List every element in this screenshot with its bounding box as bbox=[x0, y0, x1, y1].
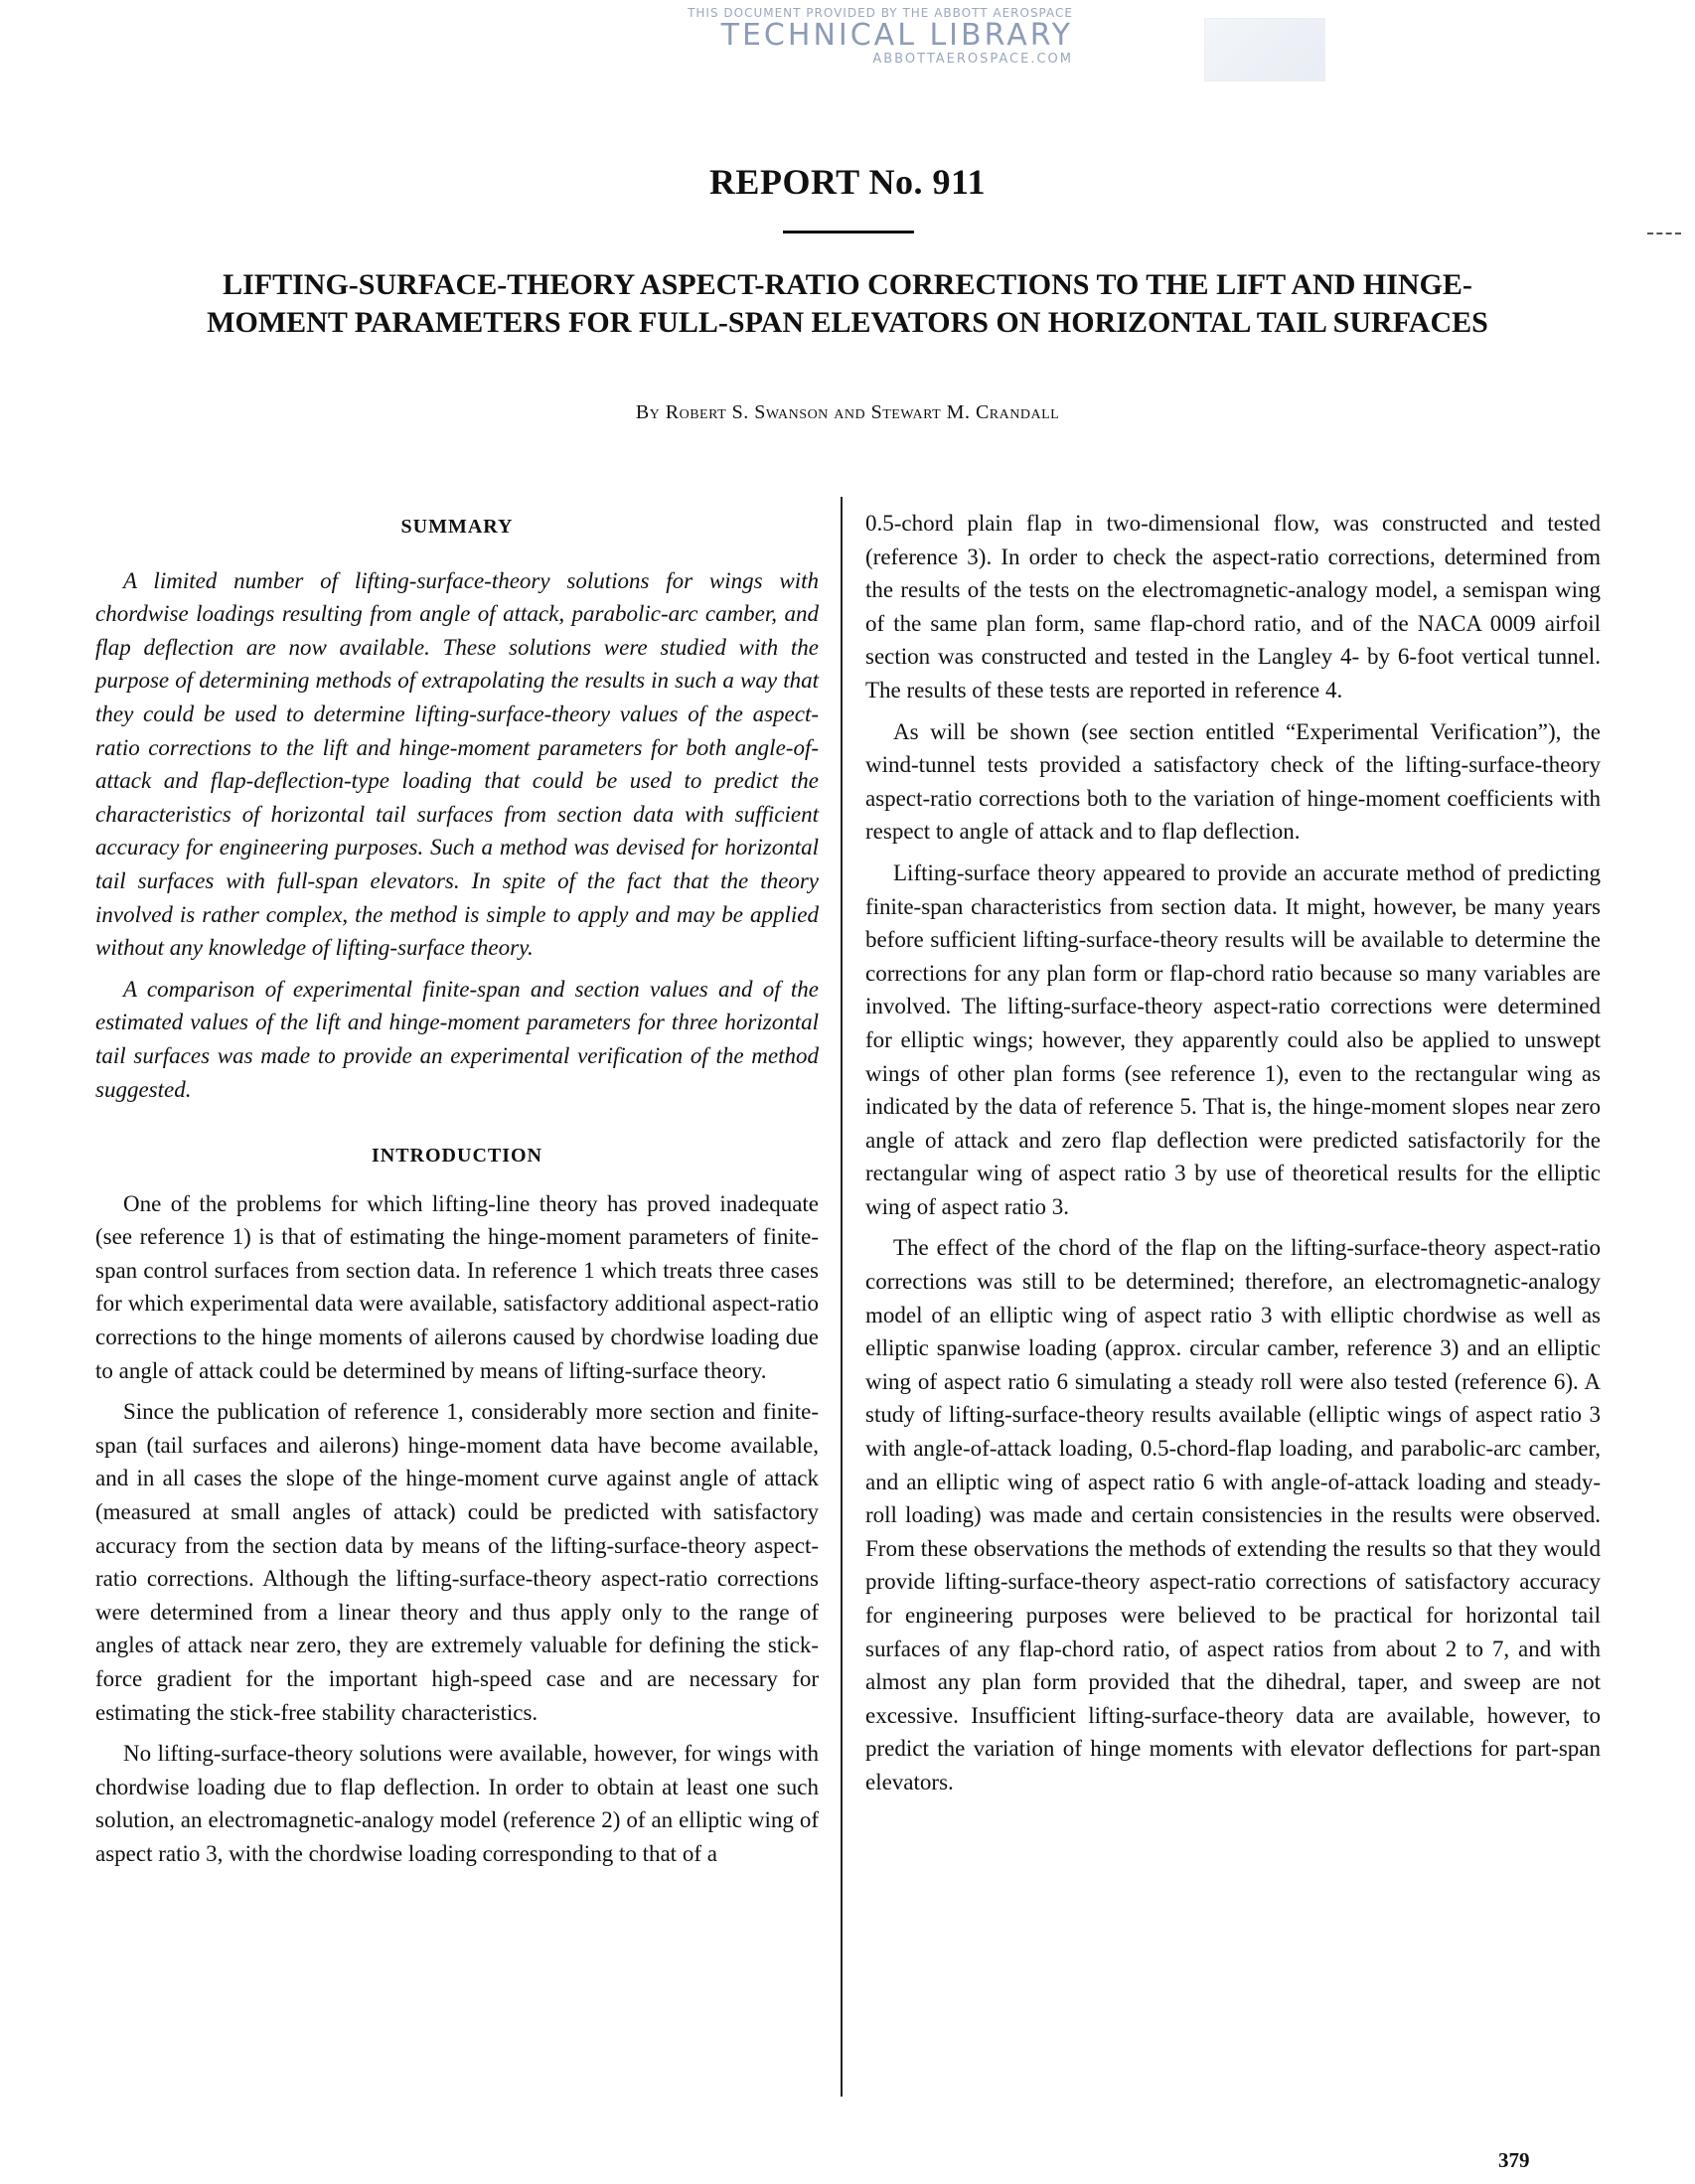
title-rule bbox=[783, 231, 914, 234]
summary-paragraph: A comparison of experimental finite-span and section values and of the estimated values of the lift and hinge-moment parameters for three horizontal tail surfaces was made to provide an experimental verification of the method suggested. bbox=[95, 976, 819, 1102]
authors-byline: By Robert S. Swanson and Stewart M. Crandall bbox=[635, 401, 1060, 423]
margin-mark bbox=[1647, 233, 1681, 235]
column-divider bbox=[841, 497, 843, 2097]
watermark-url: ABBOTTAEROSPACE.COM bbox=[872, 52, 1073, 67]
watermark bbox=[596, 6, 1073, 67]
right-column bbox=[865, 507, 1601, 1807]
left-column bbox=[95, 507, 819, 1879]
page-number: 379 bbox=[1498, 2148, 1530, 2172]
report-title: LIFTING-SURFACE-THEORY ASPECT-RATIO CORRECTIONS TO THE LIFT AND HINGE-MOMENT PARAMETERS FOR FULL-SPAN ELEVATORS ON HORIZONTAL TAIL SURFACES bbox=[207, 268, 1488, 339]
body-paragraph-continued: 0.5-chord plain flap in two-dimensional flow, was constructed and tested (reference 3). In order to check the aspect-ratio corrections, determined from the results of the tests on the electromagnetic-analogy model, a semispan wing of the same plan form, same flap-chord ratio, and of the NACA 0009 airfoil section was constructed and tested in the Langley 4- by 6-foot vertical tunnel. The results of these tests are reported in reference 4. bbox=[865, 511, 1601, 702]
body-paragraph: No lifting-surface-theory solutions were available, however, for wings with chordwise loading due to flap deflection. In order to obtain at least one such solution, an electromagnetic-analogy model (reference 2) of an elliptic wing of aspect ratio 3, with the chordwise loading corresponding to that of a bbox=[95, 1741, 819, 1866]
introduction-heading: INTRODUCTION bbox=[371, 1145, 543, 1168]
watermark-provider: THIS DOCUMENT PROVIDED BY THE ABBOTT AEROSPACE bbox=[688, 6, 1073, 20]
body-paragraph: One of the problems for which lifting-line theory has proved inadequate (see reference 1) is that of estimating the hinge-moment parameters of finite-span control surfaces from section data. In reference 1 which treats three cases for which experimental data were available, satisfactory additional aspect-ratio corrections to the hinge moments of ailerons caused by chordwise loading due to angle of attack could be determined by means of lifting-surface theory. bbox=[95, 1190, 819, 1383]
body-paragraph: Lifting-surface theory appeared to provide an accurate method of predicting finite-span characteristics from section data. It might, however, be many years before sufficient lifting-surface-theory results will be available to determine the corrections for any plan form or flap-chord ratio because so many variables are involved. The lifting-surface-theory aspect-ratio corrections were determined for elliptic wings; however, they apparently could also be applied to unswept wings of other plan forms (see reference 1), even to the rectangular wing as indicated by the data of reference 5. That is, the hinge-moment slopes near zero angle of attack and zero flap deflection were predicted satisfactorily for the rectangular wing of aspect ratio 3 by use of theoretical results for the elliptic wing of aspect ratio 3. bbox=[865, 859, 1601, 1219]
body-paragraph: Since the publication of reference 1, considerably more section and finite-span (tail surfaces and ailerons) hinge-moment data have become available, and in all cases the slope of the hinge-moment curve against angle of attack (measured at small angles of attack) could be predicted with satisfactory accuracy from the section data by means of the lifting-surface-theory aspect-ratio corrections. Although the lifting-surface-theory aspect-ratio corrections were determined from a linear theory and thus apply only to the range of angles of attack near zero, they are extremely valuable for defining the stick-force gradient for the important high-speed case and are necessary for estimating the stick-free stability characteristics. bbox=[95, 1399, 819, 1725]
summary-heading: SUMMARY bbox=[400, 516, 514, 538]
body-paragraph: The effect of the chord of the flap on the lifting-surface-theory aspect-ratio corrections was still to be determined; therefore, an electromagnetic-analogy model of an elliptic wing of aspect ratio 3 with elliptic chordwise as well as elliptic spanwise loading (approx. circular camber, reference 3) and an elliptic wing of aspect ratio 6 simulating a steady roll were also tested (reference 6). A study of lifting-surface-theory results available (elliptic wings of aspect ratio 3 with angle-of-attack loading, 0.5-chord-flap loading, and parabolic-arc camber, and an elliptic wing of aspect ratio 6 with angle-of-attack loading and steady-roll loading) was made and certain consistencies in the results were observed. From these observations the methods of extending the results so that they would provide lifting-surface-theory aspect-ratio corrections of satisfactory accuracy for engineering purposes were believed to be practical for horizontal tail surfaces of any flap-chord ratio, of aspect ratios from about 2 to 7, and with almost any plan form provided that the dihedral, taper, and sweep are not excessive. Insufficient lifting-surface-theory data are available, however, to predict the variation of hinge moments with elevator deflections for part-span elevators. bbox=[865, 1235, 1601, 1794]
body-paragraph: As will be shown (see section entitled “Experimental Verification”), the wind-tunnel tests provided a satisfactory check of the lifting-surface-theory aspect-ratio corrections both to the variation of hinge-moment coefficients with respect to angle of attack and to flap deflection. bbox=[865, 718, 1601, 845]
watermark-page-icon bbox=[1204, 18, 1325, 81]
summary-paragraph: A limited number of lifting-surface-theory solutions for wings with chordwise loadings resulting from angle of attack, parabolic-arc camber, and flap deflection are now available. These solutions were studied with the purpose of determining methods of extrapolating the results in such a way that they could be used to determine lifting-surface-theory values of the aspect-ratio corrections to the lift and hinge-moment parameters for both angle-of-attack and flap-deflection-type loading that could be used to predict the characteristics of horizontal tail surfaces from section data with sufficient accuracy for engineering purposes. Such a method was devised for horizontal tail surfaces with full-span elevators. In spite of the fact that the theory involved is rather complex, the method is simple to apply and may be applied without any knowledge of lifting-surface theory. bbox=[95, 567, 819, 961]
report-number: REPORT No. 911 bbox=[708, 162, 987, 202]
watermark-library: TECHNICAL LIBRARY bbox=[720, 18, 1073, 53]
